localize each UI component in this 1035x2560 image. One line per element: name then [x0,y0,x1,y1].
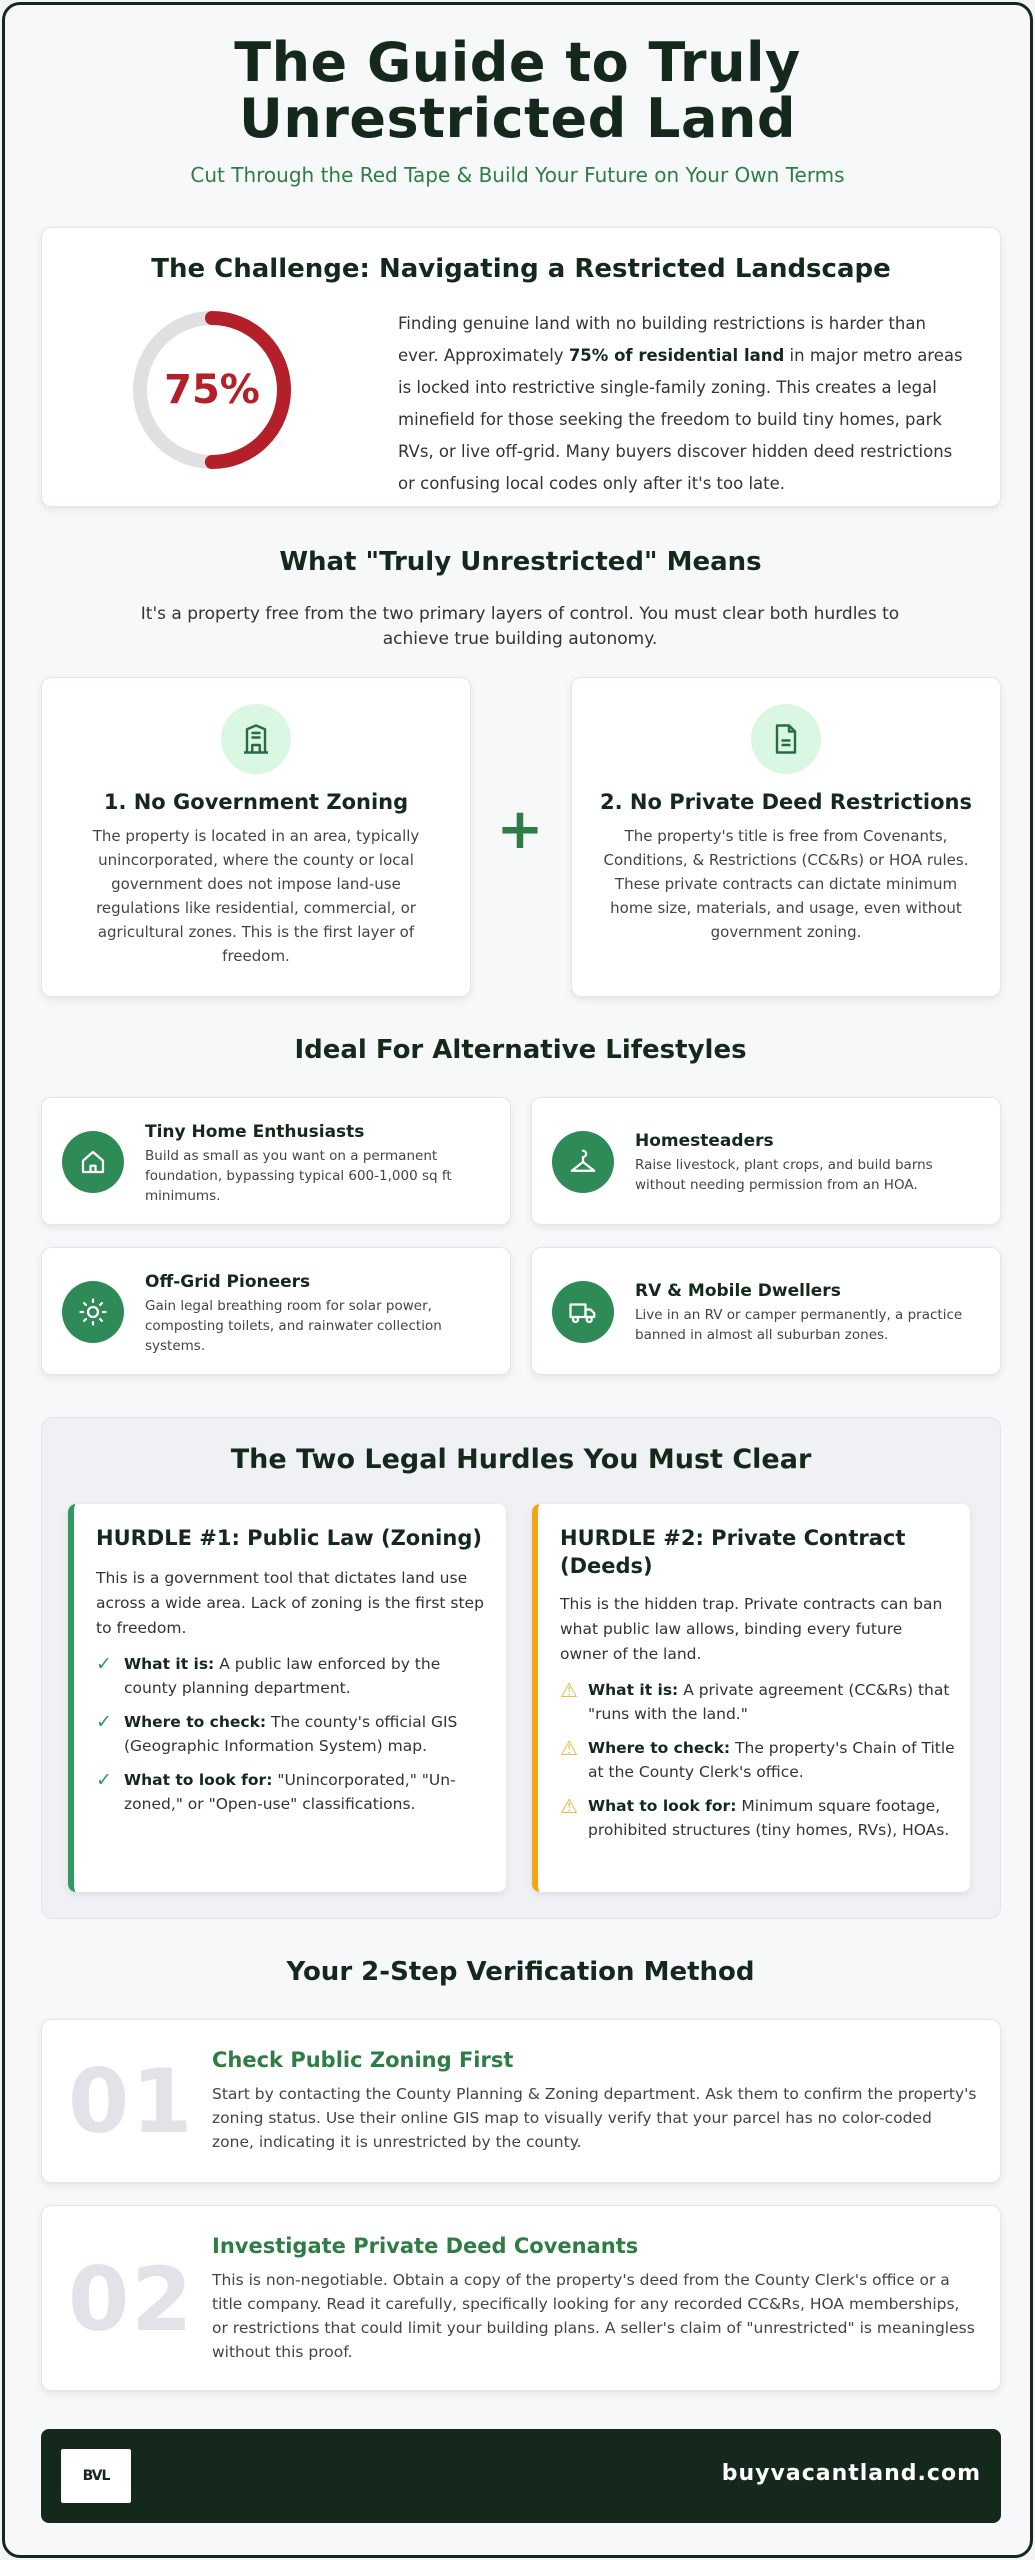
definition-card-zoning [41,677,471,997]
lifestyle-title: Tiny Home Enthusiasts [145,1122,365,1142]
meaning-heading: What "Truly Unrestricted" Means [279,547,762,577]
truck-icon [552,1281,614,1343]
point-text: The property's Chain of Title at the County Clerk's office. [588,1739,955,1781]
gauge-value: 75% [164,367,260,413]
document-icon [751,704,821,774]
lifestyle-text: Live in an RV or camper permanently, a practice banned in almost all suburban zones. [635,1307,963,1343]
hurdle-point [560,1678,960,1726]
definition-title: 2. No Private Deed Restrictions [600,790,972,814]
lifestyle-card-homesteaders [531,1097,1001,1225]
point-text: Minimum square footage, prohibited structures (tiny homes, RVs), HOAs. [588,1797,950,1839]
checkmark-icon: ✓ [96,1711,112,1733]
sun-icon [62,1281,124,1343]
infographic-page [2,2,1033,2558]
definition-card-deed [571,677,1001,997]
plus-sign: + [496,797,544,862]
hurdles-section [41,1417,1001,1919]
definition-text: The property is located in an area, typically unincorporated, where the county or local government does not impose land-use regulations like residential, commercial, or agricultural zones. This is the first layer of freedom. [92,827,420,965]
checkmark-icon: ✓ [96,1653,112,1675]
header [5,5,1030,187]
hurdle-description: This is a government tool that dictates land use across a wide area. Lack of zoning is the first step to freedom. [96,1569,484,1637]
homestead-icon [552,1131,614,1193]
website-link[interactable]: buyvacantland.com [721,2461,981,2486]
step-number: 02 [68,2248,195,2351]
point-label: What it is: [588,1681,679,1699]
step-number: 01 [68,2050,195,2153]
warning-icon: ⚠ [560,1794,578,1818]
hurdles-heading: The Two Legal Hurdles You Must Clear [230,1444,812,1475]
challenge-text-part: in major metro areas is locked into restrictive single-family zoning. This creates a legal minefield for those seeking the freedom to build tiny homes, park RVs, or live off-grid. Many buyers discover hidden deed restrictions or confusing local codes only after it's too late. [398,346,963,493]
challenge-text-part: Finding genuine land with no building restrictions is harder than ever. Approximately [398,314,926,365]
lifestyle-card-rv [531,1247,1001,1375]
brand-logo: BVL [61,2449,131,2503]
challenge-heading: The Challenge: Navigating a Restricted Landscape [151,254,891,284]
point-label: Where to check: [588,1739,731,1757]
challenge-text [398,308,968,500]
lifestyle-card-tiny-home [41,1097,511,1225]
hurdle-point [96,1710,496,1758]
lifestyle-title: Off-Grid Pioneers [145,1272,311,1292]
hurdle-card-deeds [532,1504,970,1892]
point-text: The county's official GIS (Geographic Information System) map. [124,1713,458,1755]
step-text: Start by contacting the County Planning & Zoning department. Ask them to confirm the property's zoning status. Use their online GIS map to visually verify that your parcel has no color-coded zone, indicating it is unrestricted by the county. [212,2085,977,2151]
point-label: Where to check: [124,1713,267,1731]
hurdle-point [96,1652,496,1700]
lifestyle-text: Build as small as you want on a permanent foundation, bypassing typical 600-1,000 sq ft minimums. [145,1148,452,1204]
warning-icon: ⚠ [560,1678,578,1702]
hurdle-title: HURDLE #2: Private Contract (Deeds) [560,1526,906,1578]
point-label: What it is: [124,1655,215,1673]
challenge-card [41,227,1001,507]
step-card-2 [41,2205,1001,2391]
step-card-1 [41,2019,1001,2183]
point-label: What to look for: [588,1797,737,1815]
definition-title: 1. No Government Zoning [103,790,409,814]
steps-heading: Your 2-Step Verification Method [286,1957,755,1987]
warning-icon: ⚠ [560,1736,578,1760]
lifestyle-title: RV & Mobile Dwellers [635,1281,841,1301]
hurdle-description: This is the hidden trap. Private contracts can ban what public law allows, binding every future owner of the land. [560,1595,943,1663]
page-title: The Guide to Truly Unrestricted Land [234,31,801,150]
hurdle-point [560,1794,960,1842]
lifestyles-heading: Ideal For Alternative Lifestyles [294,1035,747,1065]
point-label: What to look for: [124,1771,273,1789]
hurdle-card-zoning [68,1504,506,1892]
percentage-gauge [130,308,294,472]
lifestyle-card-off-grid [41,1247,511,1375]
definition-text: The property's title is free from Covenants, Conditions, & Restrictions (CC&Rs) or HOA rules. These private contracts can dictate minimum home size, materials, and usage, even without government zoning. [603,827,969,941]
hurdle-point [560,1736,960,1784]
house-icon [62,1131,124,1193]
step-title: Investigate Private Deed Covenants [212,2234,639,2258]
point-text: A private agreement (CC&Rs) that "runs with the land." [588,1681,950,1723]
hurdle-title: HURDLE #1: Public Law (Zoning) [96,1526,482,1550]
point-text: "Unincorporated," "Un-zoned," or "Open-use" classifications. [124,1771,456,1813]
page-subtitle: Cut Through the Red Tape & Build Your Future on Your Own Terms [190,163,845,187]
lifestyle-text: Raise livestock, plant crops, and build barns without needing permission from an HOA. [635,1157,933,1193]
meaning-intro: It's a property free from the two primary layers of control. You must clear both hurdles to achieve true building autonomy. [140,604,900,649]
point-text: A public law enforced by the county planning department. [124,1655,441,1697]
government-building-icon [221,704,291,774]
lifestyle-title: Homesteaders [635,1131,774,1151]
checkmark-icon: ✓ [96,1769,112,1791]
lifestyle-text: Gain legal breathing room for solar power, composting toilets, and rainwater collection systems. [145,1298,442,1354]
challenge-text-bold: 75% of residential land [568,346,785,365]
hurdle-point [96,1768,496,1816]
footer [41,2429,1001,2523]
step-text: This is non-negotiable. Obtain a copy of the property's deed from the County Clerk's office or a title company. Read it carefully, specifically looking for any recorded CC&Rs, HOA memberships, or restrictions that could limit your building plans. A seller's claim of "unrestricted" is meaningless without this proof. [212,2271,975,2361]
step-title: Check Public Zoning First [212,2048,514,2072]
